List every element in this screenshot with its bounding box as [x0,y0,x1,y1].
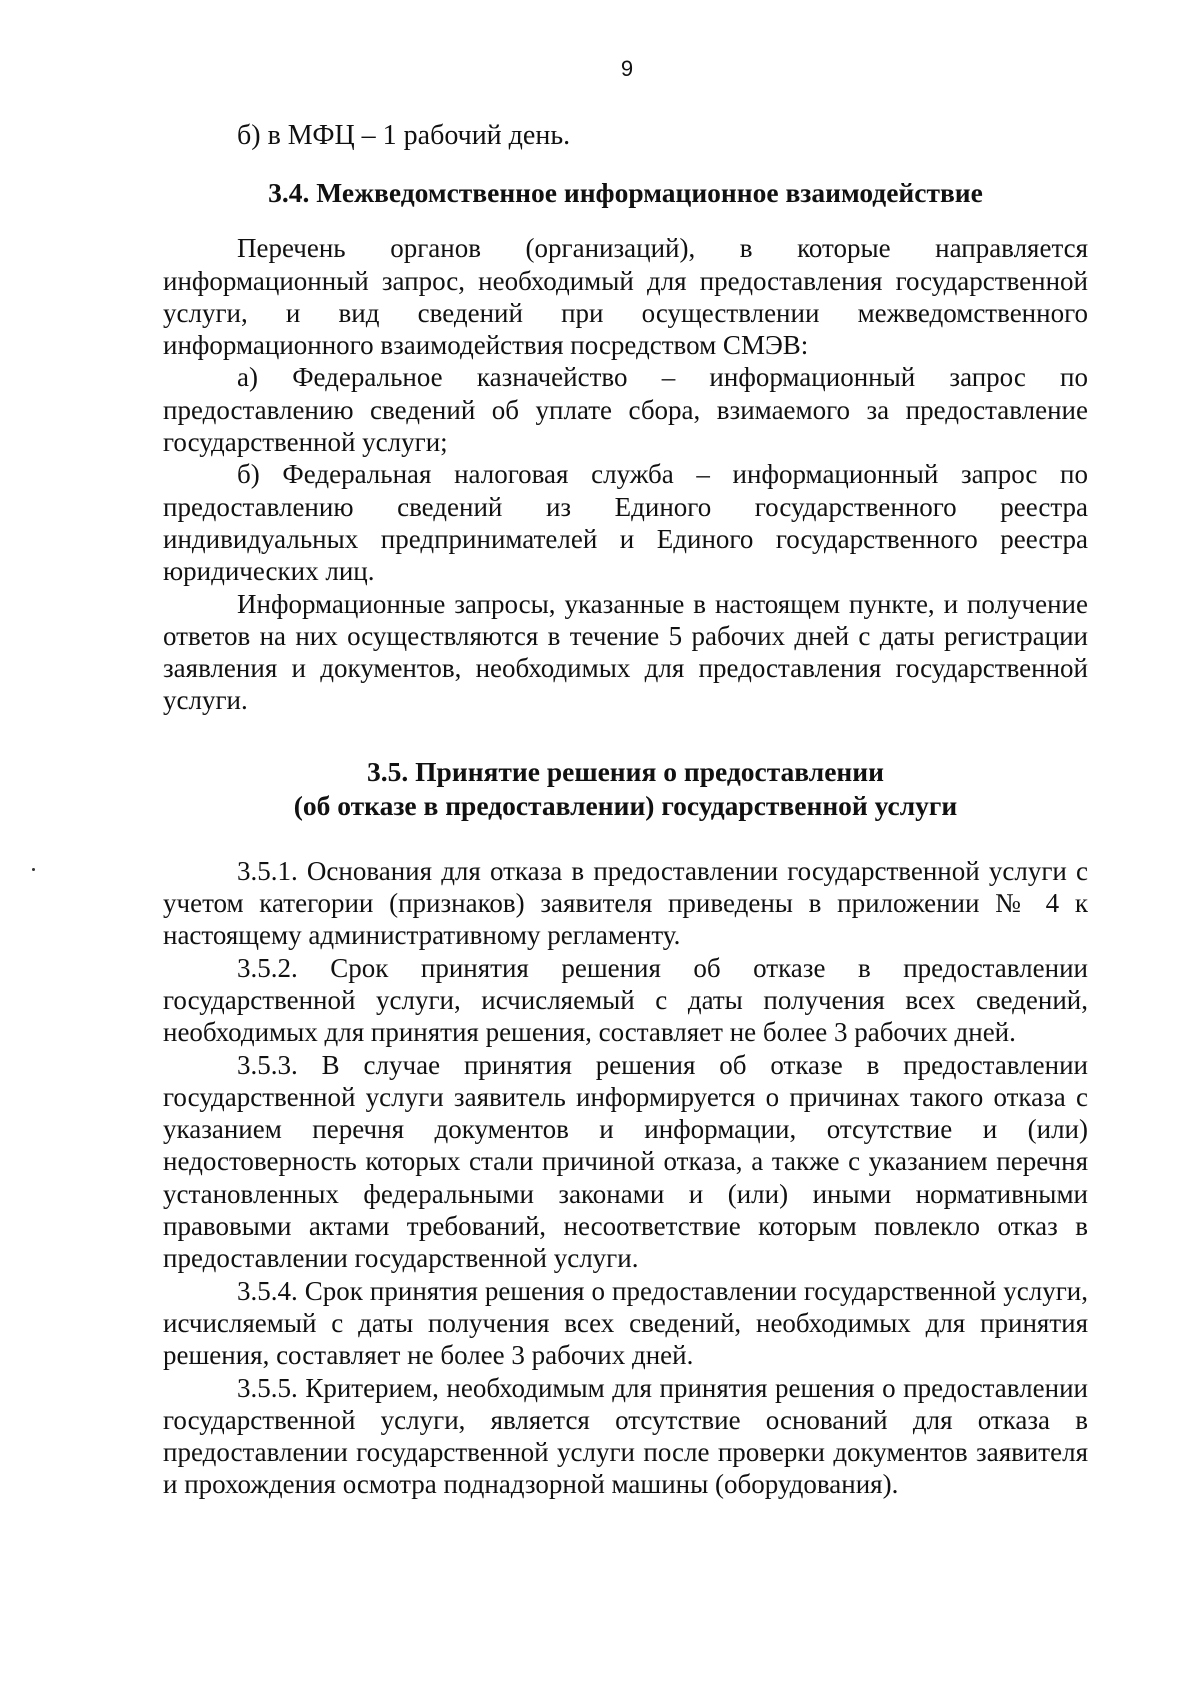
section-3-5-3-paragraph: 3.5.3. В случае принятия решения об отказе в предоставлении государственной услуги заявитель информируется о причинах такого отказа с указанием перечня документов и информации, отсутствие и (или) недостоверность которых стали причиной отказа, а также с указанием перечня установленных федеральными законами и (или) иными нормативными правовыми актами требований, несоответствие которым повлекло отказ в предоставлении государственной услуги. [163,1049,1088,1274]
intro-line: б) в МФЦ – 1 рабочий день. [237,120,571,151]
section-3-5-5-paragraph: 3.5.5. Критерием, необходимым для принятия решения о предоставлении государственной услуги, является отсутствие оснований для отказа в предоставлении государственной услуги после проверки документов заявителя и прохождения осмотра поднадзорной машины (оборудования). [163,1372,1088,1500]
section-3-4-paragraph-3: б) Федеральная налоговая служба – информационный запрос по предоставлению сведений из Единого государственного реестра индивидуальных предпринимателей и Единого государственного реестра юридических лиц. [163,459,1088,587]
section-3-5-heading [163,755,1088,823]
section-3-4-paragraph-1: Перечень органов (организаций), в которые направляется информационный запрос, необходимый для предоставления государственной услуги, и вид сведений при осуществлении межведомственного информационного взаимодействия посредством СМЭВ: [163,233,1088,361]
section-3-5-2-paragraph: 3.5.2. Срок принятия решения об отказе в предоставлении государственной услуги, исчисляемый с даты получения всех сведений, необходимых для принятия решения, составляет не более 3 рабочих дней. [163,952,1088,1048]
section-3-4-paragraph-4: Информационные запросы, указанные в настоящем пункте, и получение ответов на них осуществляются в течение 5 рабочих дней с даты регистрации заявления и документов, необходимых для предоставления государственной услуги. [163,588,1088,716]
page-number: 9 [620,56,634,81]
section-3-5-1-paragraph: 3.5.1. Основания для отказа в предоставлении государственной услуги с учетом категории (признаков) заявителя приведены в приложении № 4 к настоящему административному регламенту. [163,855,1088,951]
section-3-4-paragraph-2: а) Федеральное казначейство – информационный запрос по предоставлению сведений об уплате сбора, взимаемого за предоставление государственной услуги; [163,362,1088,458]
document-body [163,120,1088,1501]
section-3-5-heading-line-2: (об отказе в предоставлении) государственной услуги [293,789,958,821]
scan-speck [32,868,35,871]
section-3-5-4-paragraph: 3.5.4. Срок принятия решения о предоставлении государственной услуги, исчисляемый с даты получения всех сведений, необходимых для принятия решения, составляет не более 3 рабочих дней. [163,1275,1088,1371]
section-3-5-heading-line-1: 3.5. Принятие решения о предоставлении [367,755,884,787]
section-3-4-heading: 3.4. Межведомственное информационное взаимодействие [268,177,983,209]
